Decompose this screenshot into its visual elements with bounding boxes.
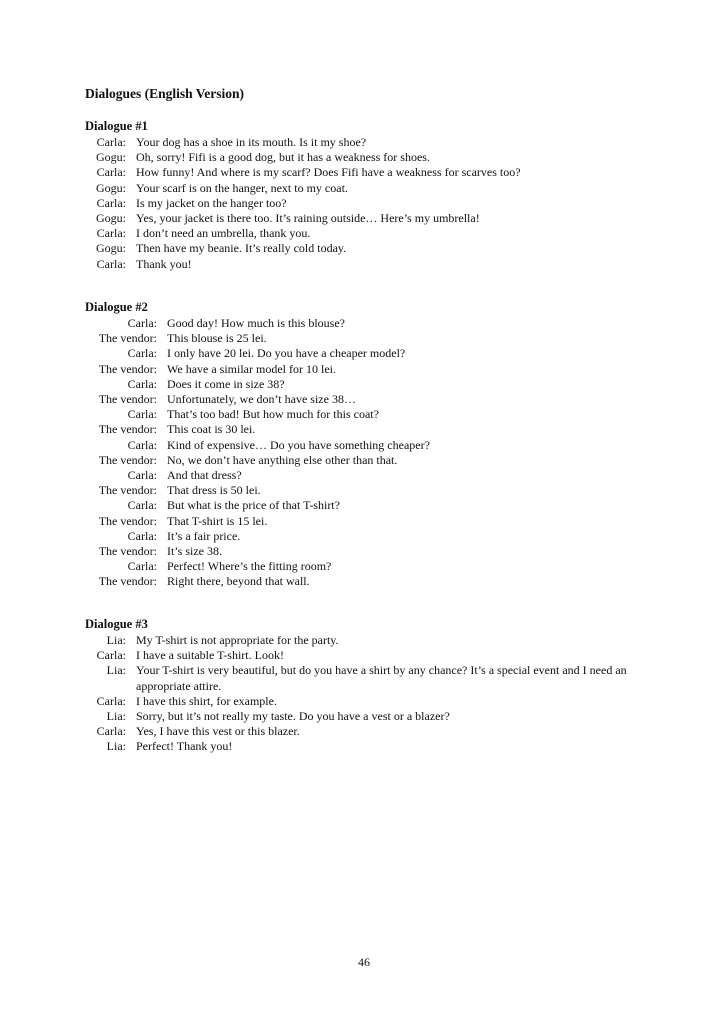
line-text: Yes, I have this vest or this blazer. [136,724,300,739]
dialogue-line [85,331,665,346]
dialogue-line [85,468,665,483]
speaker-label: Carla: [127,376,157,391]
line-text: Unfortunately, we don’t have size 38… [167,392,356,407]
speaker-label: Gogu: [96,211,126,226]
speaker-label: Carla: [127,468,157,483]
dialogue-line [85,181,665,196]
dialogue-line [85,226,665,241]
dialogue-line [85,316,665,331]
line-text: My T-shirt is not appropriate for the party. [136,633,339,647]
speaker-label: The vendor: [98,331,157,346]
line-text: That T-shirt is 15 lei. [167,513,268,528]
line-text: I have a suitable T-shirt. Look! [136,648,284,663]
dialogue-line [85,422,665,437]
dialogue-section-1 [85,119,665,272]
dialogue-line [85,135,665,150]
line-text: That dress is 50 lei. [167,483,261,498]
line-text: Does it come in size 38? [167,376,285,391]
dialogue-heading: Dialogue #3 [85,617,148,631]
line-text: Right there, beyond that wall. [167,574,310,589]
dialogue-line [85,362,665,377]
dialogue-line [85,709,665,724]
dialogue-line [85,529,665,544]
dialogue-heading: Dialogue #1 [85,119,148,133]
line-text: Your T-shirt is very beautiful, but do you have a shirt by any chance? It’s a special event and I need an appropriate attire. [136,663,627,693]
speaker-label: Carla: [127,498,157,513]
speaker-label: Carla: [96,693,126,708]
speaker-label: The vendor: [98,544,157,559]
dialogue-line [85,438,665,453]
speaker-label: Gogu: [96,180,126,195]
speaker-label: The vendor: [98,574,157,589]
speaker-label: Carla: [96,135,126,149]
dialogue-heading: Dialogue #2 [85,300,148,314]
speaker-label: Carla: [127,316,157,330]
line-text: We have a similar model for 10 lei. [167,361,336,376]
speaker-label: Lia: [106,663,126,678]
line-text: Your scarf is on the hanger, next to my coat. [136,180,348,195]
line-text: Then have my beanie. It’s really cold today. [136,241,347,256]
dialogue-section-3 [85,617,665,755]
speaker-label: Carla: [127,559,157,574]
dialogue-line [85,407,665,422]
dialogue-line [85,574,665,589]
dialogue-line [85,196,665,211]
line-text: This blouse is 25 lei. [167,331,267,346]
line-text: Kind of expensive… Do you have something cheaper? [167,437,430,452]
speaker-label: Carla: [96,195,126,210]
speaker-label: Carla: [96,256,126,271]
dialogue-line [85,165,665,180]
dialogue-line [85,453,665,468]
dialogue-line [85,257,665,272]
speaker-label: Gogu: [96,150,126,165]
dialogue-line [85,559,665,574]
dialogue-line [85,150,665,165]
dialogue-line [85,392,665,407]
line-text: I only have 20 lei. Do you have a cheaper model? [167,346,406,361]
dialogue-line [85,346,665,361]
line-text: Good day! How much is this blouse? [167,316,345,330]
line-text: I don’t need an umbrella, thank you. [136,226,311,241]
speaker-label: Carla: [127,346,157,361]
line-text: But what is the price of that T-shirt? [167,498,340,513]
speaker-label: Lia: [106,739,126,754]
line-text: How funny! And where is my scarf? Does Fifi have a weakness for scarves too? [136,165,521,180]
speaker-label: Carla: [96,724,126,739]
line-text: Thank you! [136,256,192,271]
dialogue-line [85,724,665,739]
speaker-label: Gogu: [96,241,126,256]
speaker-label: The vendor: [98,513,157,528]
line-text: I have this shirt, for example. [136,693,277,708]
speaker-label: Lia: [106,633,126,647]
dialogue-line [85,211,665,226]
line-text: It’s size 38. [167,544,222,559]
speaker-label: The vendor: [98,452,157,467]
line-text: Sorry, but it’s not really my taste. Do you have a vest or a blazer? [136,709,450,724]
dialogue-section-2 [85,300,665,590]
line-text: Oh, sorry! Fifi is a good dog, but it has a weakness for shoes. [136,150,430,165]
dialogue-line [85,694,665,709]
dialogue-line [85,514,665,529]
line-text: Perfect! Where’s the fitting room? [167,559,332,574]
speaker-label: Lia: [106,709,126,724]
dialogue-line [85,377,665,392]
dialogue-line [85,498,665,513]
dialogue-line [85,483,665,498]
dialogue-line [85,739,665,754]
speaker-label: The vendor: [98,483,157,498]
dialogue-line [85,663,665,693]
dialogue-line [85,633,665,648]
speaker-label: Carla: [96,648,126,663]
dialogue-line [85,241,665,256]
line-text: Perfect! Thank you! [136,739,233,754]
line-text: No, we don’t have anything else other than that. [167,452,398,467]
speaker-label: Carla: [127,407,157,422]
dialogue-line [85,648,665,663]
speaker-label: Carla: [127,528,157,543]
line-text: Yes, your jacket is there too. It’s raining outside… Here’s my umbrella! [136,211,480,226]
line-text: This coat is 30 lei. [167,422,256,437]
speaker-label: The vendor: [98,422,157,437]
line-text: Your dog has a shoe in its mouth. Is it my shoe? [136,135,367,149]
line-text: It’s a fair price. [167,528,241,543]
dialogue-line [85,544,665,559]
document-title: Dialogues (English Version) [85,86,245,101]
speaker-label: Carla: [96,226,126,241]
speaker-label: Carla: [127,437,157,452]
speaker-label: Carla: [96,165,126,180]
page-number: 46 [358,955,370,969]
speaker-label: The vendor: [98,392,157,407]
line-text: Is my jacket on the hanger too? [136,195,287,210]
speaker-label: The vendor: [98,361,157,376]
line-text: And that dress? [167,468,242,483]
line-text: That’s too bad! But how much for this coat? [167,407,379,422]
